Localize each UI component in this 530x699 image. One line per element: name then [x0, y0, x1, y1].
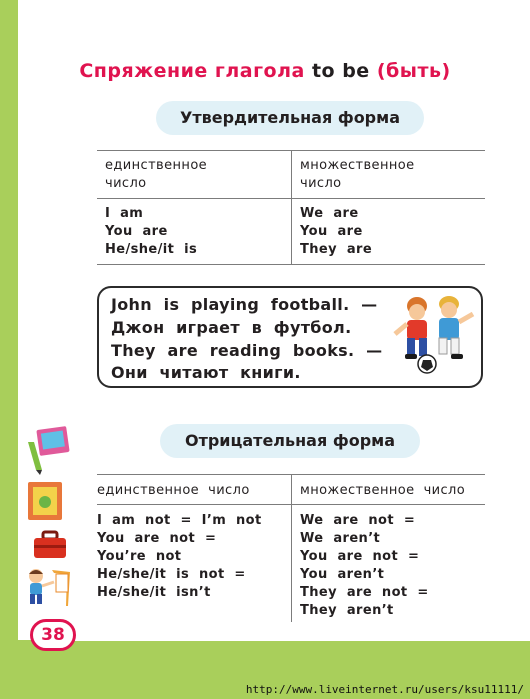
singular-form: You’re not — [97, 549, 182, 564]
plural-form: We aren’t — [300, 531, 381, 546]
plural-form: We are not = — [300, 513, 416, 528]
title-ru-part2: (быть) — [376, 60, 451, 82]
pencil-icon — [24, 440, 46, 476]
example-line: Они читают книги. — [111, 363, 301, 382]
example-line: John is playing football. — — [111, 295, 378, 314]
plural-form: They are not = — [300, 585, 429, 600]
affirmative-heading: Утвердительная форма — [156, 101, 424, 135]
negative-heading: Отрицательная форма — [160, 424, 420, 458]
col-singular-header: единственное число — [97, 483, 250, 498]
singular-form: I am not = I’m not — [97, 513, 262, 528]
table-divider — [291, 150, 292, 264]
book-icon — [26, 480, 66, 524]
left-green-strip — [0, 0, 18, 640]
singular-form: You are — [105, 224, 168, 239]
plural-form: You are not = — [300, 549, 420, 564]
col-singular-header: единственное число — [105, 158, 208, 191]
plural-form: We are — [300, 206, 359, 221]
briefcase-icon — [32, 530, 68, 560]
table-rule — [97, 264, 485, 265]
example-line: Джон играет в футбол. — [111, 318, 352, 337]
title-en-part: to be — [311, 60, 370, 82]
watermark-url[interactable]: http://www.liveinternet.ru/users/ksu11111/ — [245, 683, 524, 696]
football-boys-illustration — [393, 292, 477, 382]
col-plural-header: множественное число — [300, 483, 466, 498]
page-number: 38 — [30, 619, 76, 651]
title-ru-part1: Спряжение глагола — [79, 60, 305, 82]
affirmative-table — [97, 150, 485, 264]
plural-form: You aren’t — [300, 567, 385, 582]
example-line: They are reading books. — — [111, 341, 383, 360]
col-plural-header: множественное число — [300, 158, 415, 191]
plural-form: They are — [300, 242, 373, 257]
negative-table — [97, 474, 485, 622]
table-divider — [291, 474, 292, 622]
example-box — [97, 286, 483, 388]
singular-form: He/she/it isn’t — [97, 585, 211, 600]
plural-form: They aren’t — [300, 603, 394, 618]
singular-form: You are not = — [97, 531, 217, 546]
page-title — [0, 60, 530, 82]
singular-form: He/she/it is not = — [97, 567, 246, 582]
singular-form: He/she/it is — [105, 242, 198, 257]
plural-form: You are — [300, 224, 363, 239]
singular-form: I am — [105, 206, 144, 221]
painter-child-icon — [22, 566, 74, 608]
